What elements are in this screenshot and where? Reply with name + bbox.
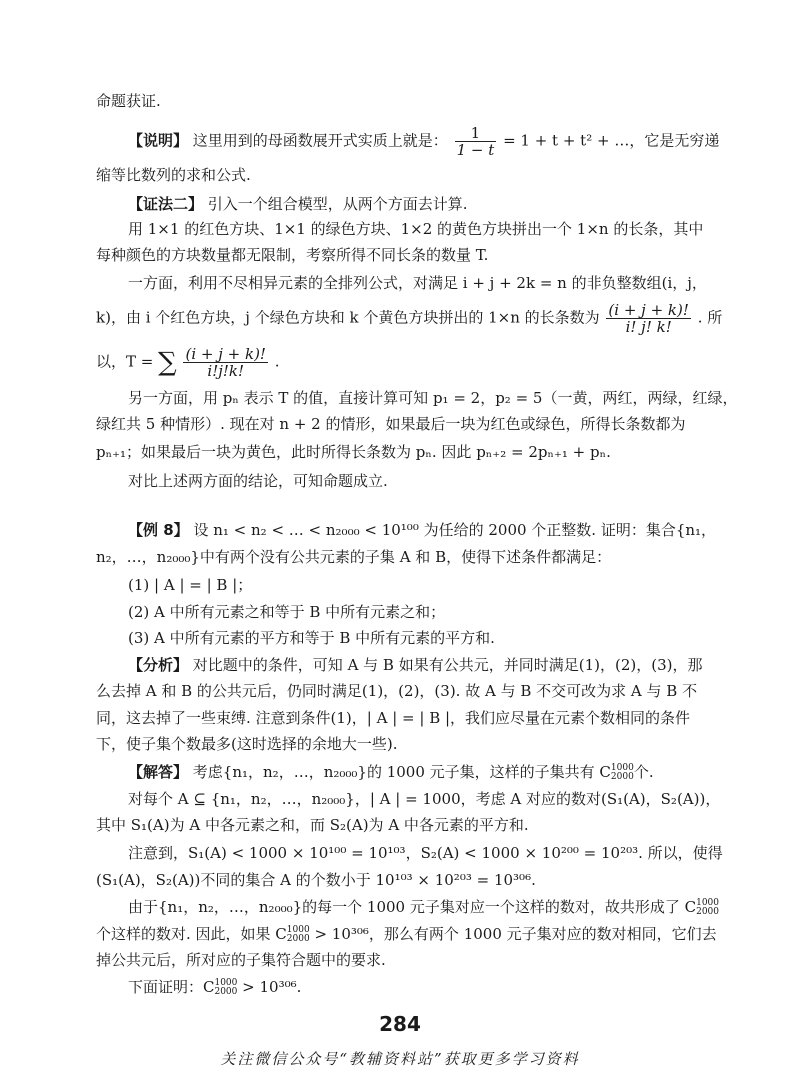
text-line: 由于{n₁，n₂，…，n₂₀₀₀}的每一个 1000 元子集对应一个这样的数对，故共形成了 C 1000 2000 xyxy=(128,898,720,917)
page-number: 284 xyxy=(379,1012,421,1036)
fraction: $\frac{(i + j + k)!}{i! j! k!}$ xyxy=(608,301,689,336)
text-line: 每种颜色的方块数量都无限制，考察所得不同长条的数量 T. xyxy=(96,246,489,264)
analysis-paragraph: 【分析】 对比题中的条件，可知 A 与 B 如果有公共元，并同时满足(1)，(2)，(3)，那 xyxy=(128,656,703,674)
text-line: 么去掉 A 和 B 的公共元后，仍同时满足(1)，(2)，(3). 故 A 与 B 不交可改为求 A 与 B 不 xyxy=(96,682,698,700)
binomial-index: 1000 2000 xyxy=(610,763,634,782)
condition-3: (3) A 中所有元素的平方和等于 B 中所有元素的平方和. xyxy=(128,629,495,647)
text-line: (S₁(A)，S₂(A))不同的集合 A 的个数小于 10¹⁰³ × 10²⁰³ = 10³⁰⁶. xyxy=(96,871,536,889)
fraction: $\frac{1}{1 - t}$ xyxy=(456,124,495,159)
text-line: 个这样的数对. 因此，如果 C 1000 2000 > 10³⁰⁶，那么有两个 1000 元子集对应的数对相同，它们去 xyxy=(96,925,717,944)
solution-tag: 【解答】 xyxy=(128,763,189,781)
text-line: 掉公共元后，所对应的子集符合题中的要求. xyxy=(96,951,386,969)
text-line: 注意到，S₁(A) < 1000 × 10¹⁰⁰ = 10¹⁰³，S₂(A) < 1000 × 10²⁰⁰ = 10²⁰³. 所以，使得 xyxy=(128,844,723,862)
binomial-index: 1000 2000 xyxy=(214,978,238,997)
text-line: 命题获证. xyxy=(96,92,161,110)
example-8-statement: 【例 8】 设 n₁ < n₂ < … < n₂₀₀₀ < 10¹⁰⁰ 为任给的 2000 个正整数. 证明：集合{n₁， xyxy=(128,521,717,539)
text-line: 同，这去掉了一些束缚. 注意到条件(1)，| A | = | B |，我们应尽量在元素个数相同的条件 xyxy=(96,709,691,727)
text-line: k)，由 i 个红色方块，j 个绿色方块和 k 个黄色方块拼出的 1×n 的长条数为 $\frac{(i + j + k)!}{i! j! k!}$ . 所 xyxy=(96,301,723,336)
text-line: 对比上述两方面的结论，可知命题成立. xyxy=(128,472,388,490)
binomial-index: 1000 2000 xyxy=(286,925,310,944)
text-line: pₙ₊₁；如果最后一块为黄色，此时所得长条数为 pₙ. 因此 pₙ₊₂ = 2pₙ₊₁ + pₙ. xyxy=(96,443,611,461)
text-line: 其中 S₁(A)为 A 中各元素之和，而 S₂(A)为 A 中各元素的平方和. xyxy=(96,816,529,834)
text-line: n₂，…，n₂₀₀₀}中有两个没有公共元素的子集 A 和 B，使得下述条件都满足： xyxy=(96,548,612,566)
text-line: 另一方面，用 pₙ 表示 T 的值，直接计算可知 p₁ = 2，p₂ = 5（一黄，两红，两绿，红绿， xyxy=(128,389,738,407)
text-line: 用 1×1 的红色方块、1×1 的绿色方块、1×2 的黄色方块拼出一个 1×n 的长条，其中 xyxy=(128,220,704,238)
formula-line: 以，T = ∑ $\frac{(i + j + k)!}{i!j!k!}$ . xyxy=(96,345,280,380)
analysis-tag: 【分析】 xyxy=(128,656,189,674)
text-line: 缩等比数列的求和公式. xyxy=(96,166,251,184)
text-line: 绿红共 5 种情形）. 现在对 n + 2 的情形，如果最后一块为红色或绿色，所得长条数都为 xyxy=(96,415,686,433)
proof-tag: 【证法二】 xyxy=(128,195,204,213)
condition-1: (1) | A | = | B |； xyxy=(128,576,253,594)
fraction: $\frac{(i + j + k)!}{i!j!k!}$ xyxy=(185,345,266,380)
text-line: 对每个 A ⊆ {n₁，n₂，…，n₂₀₀₀}，| A | = 1000，考虑 A 对应的数对(S₁(A)，S₂(A))， xyxy=(128,790,721,808)
text-line: 一方面，利用不尽相异元素的全排列公式，对满足 i + j + 2k = n 的非负整数组(i，j， xyxy=(128,274,707,292)
proof-two-heading: 【证法二】 引入一个组合模型，从两个方面去计算. xyxy=(128,195,468,213)
example-tag: 【例 8】 xyxy=(128,521,189,539)
sum-symbol: ∑ xyxy=(158,347,177,378)
remark-tag: 【说明】 xyxy=(128,131,189,150)
remark-paragraph: 【说明】 这里用到的母函数展开式实质上就是： $\frac{1}{1 - t}$ = 1 + t + t² + …，它是无穷递 xyxy=(128,124,720,159)
solution-paragraph: 【解答】 考虑{n₁，n₂，…，n₂₀₀₀}的 1000 元子集，这样的子集共有 C 1000 2000 个. xyxy=(128,763,654,782)
text-line: 下，使子集个数最多(这时选择的余地大一些). xyxy=(96,735,398,753)
text-line: 下面证明：C 1000 2000 > 10³⁰⁶. xyxy=(128,978,302,997)
condition-2: (2) A 中所有元素之和等于 B 中所有元素之和； xyxy=(128,603,446,621)
footer-note: 关注微信公众号“教辅资料站”获取更多学习资料 xyxy=(220,1050,580,1068)
binomial-index: 1000 2000 xyxy=(696,898,720,917)
